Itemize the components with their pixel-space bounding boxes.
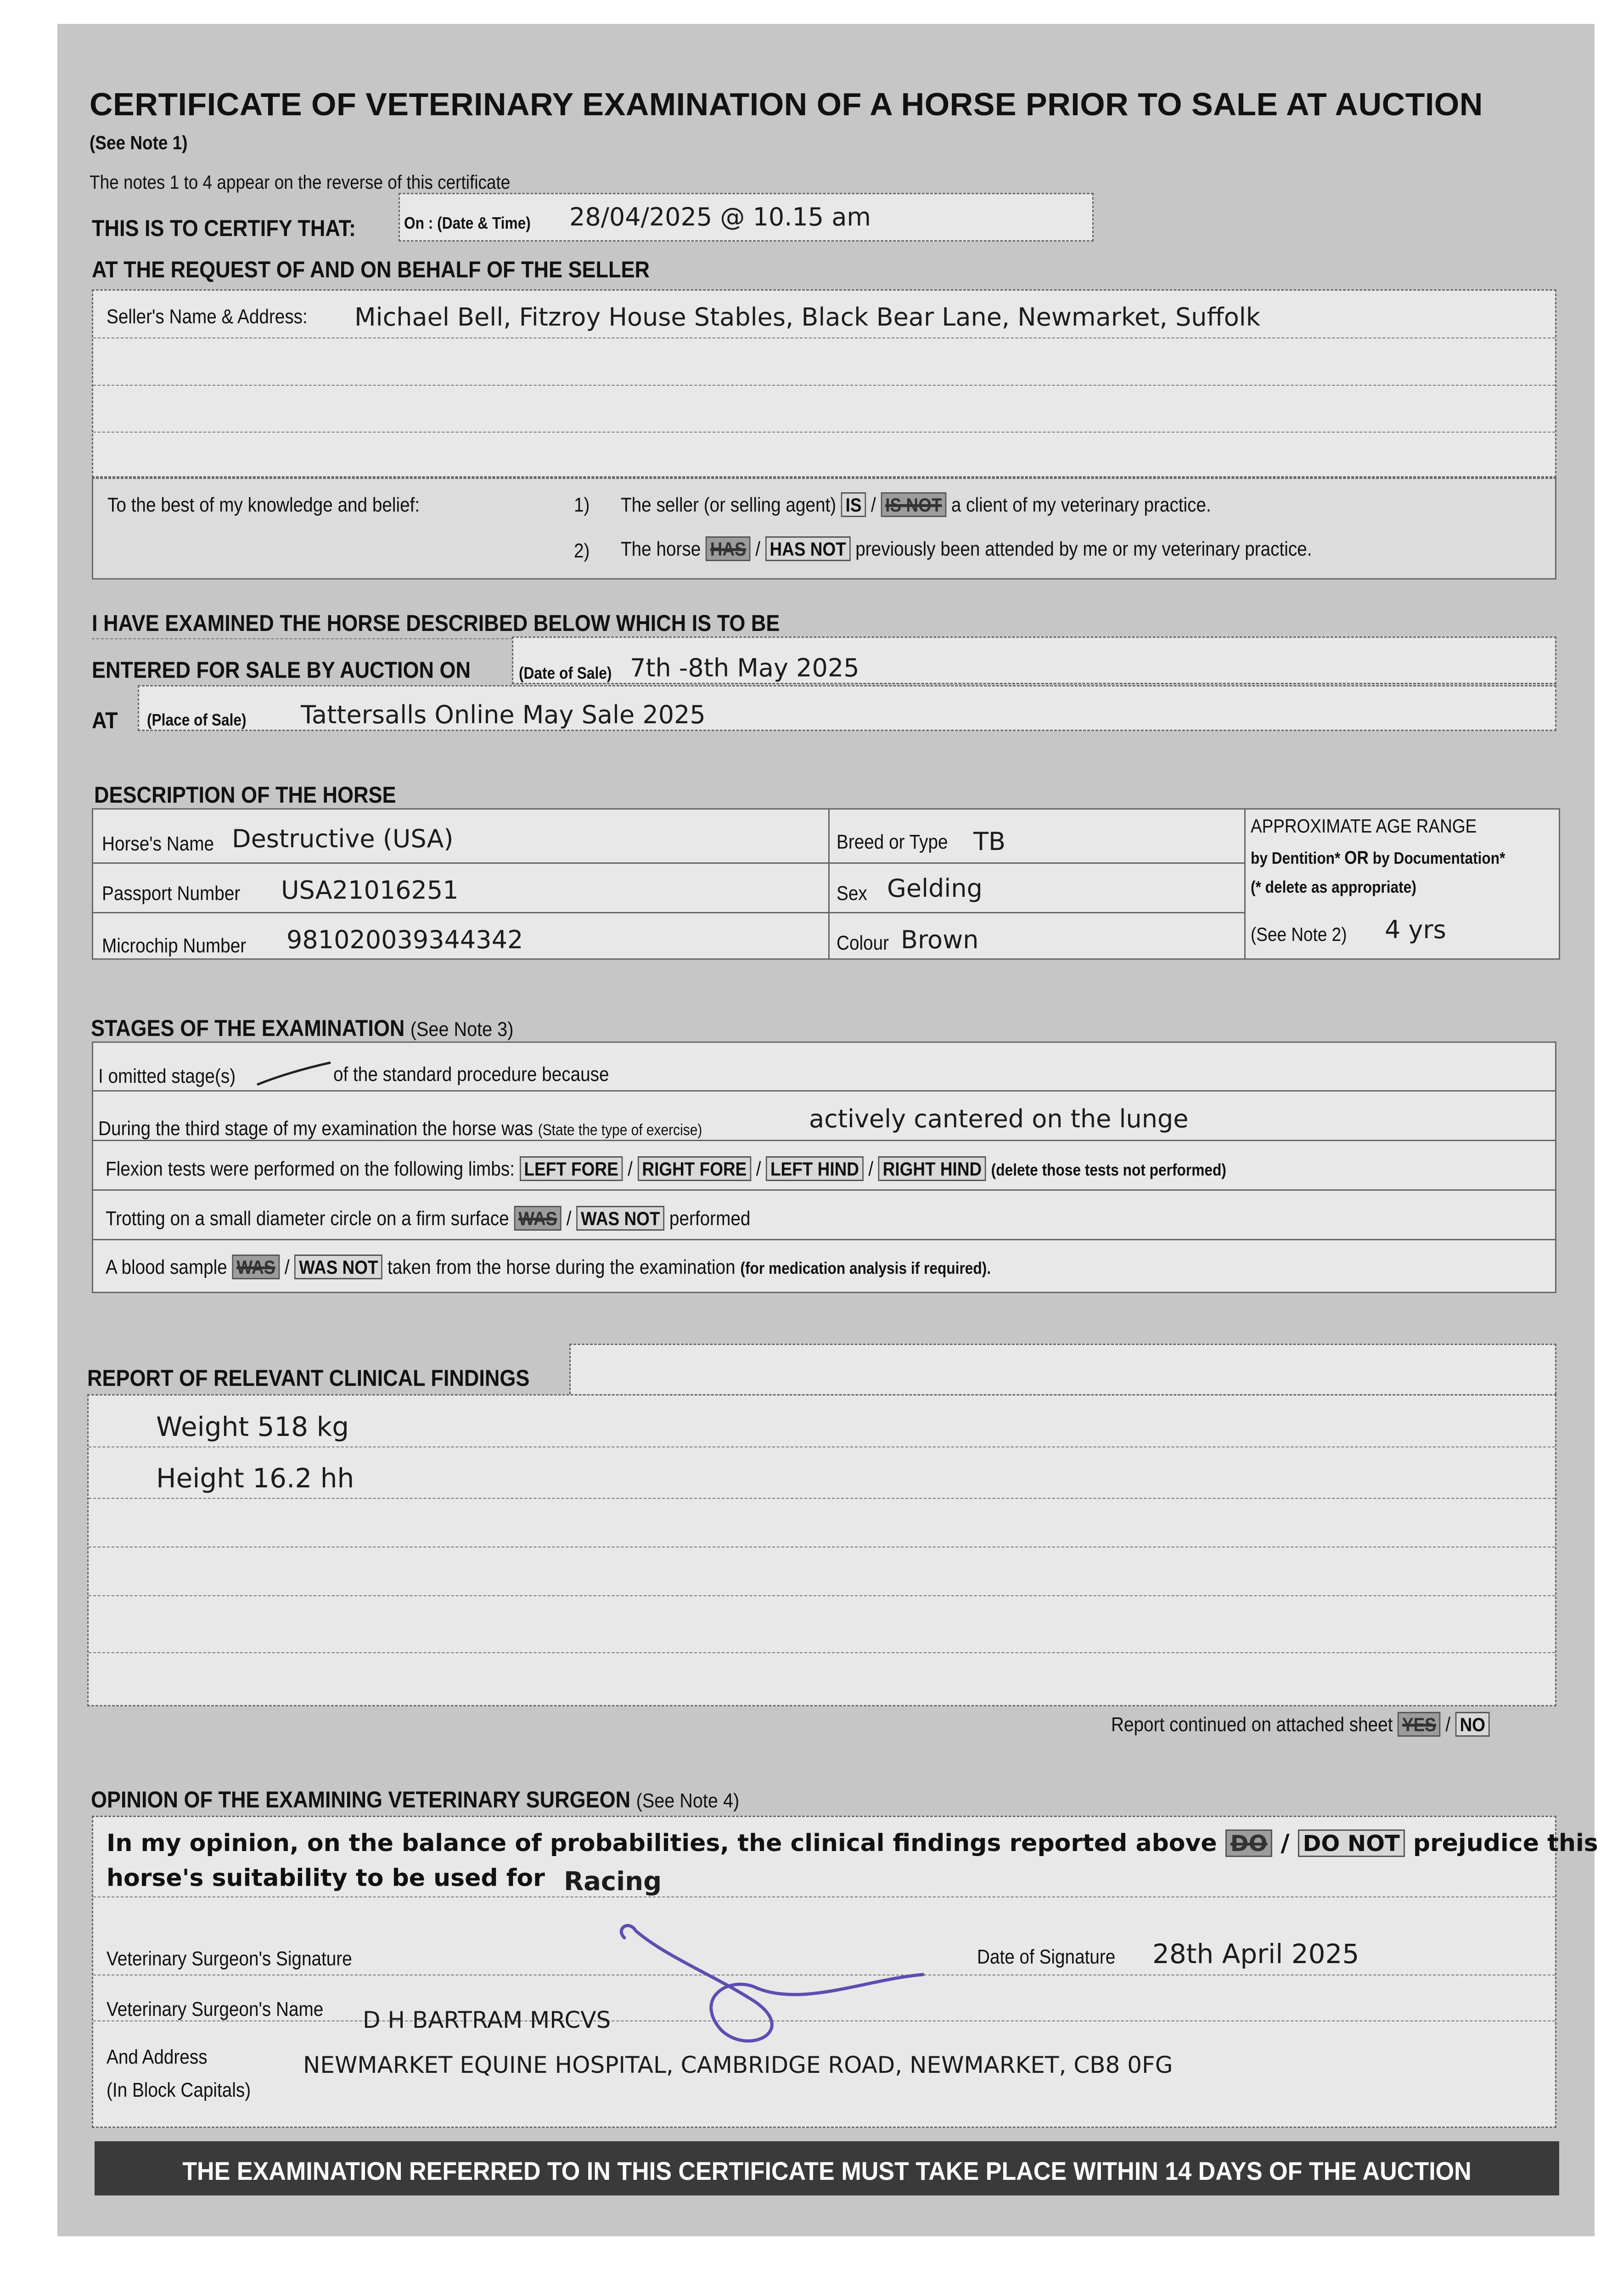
certify-label: THIS IS TO CERTIFY THAT: bbox=[92, 215, 356, 241]
vet-address-value: NEWMARKET EQUINE HOSPITAL, CAMBRIDGE ROAD, NEWMARKET, CB8 0FG bbox=[303, 2052, 1173, 2078]
third-stage-label: During the third stage of my examination the horse was bbox=[98, 1117, 533, 1140]
blood-small: (for medication analysis if required). bbox=[740, 1259, 991, 1277]
seller-label: Seller's Name & Address: bbox=[107, 305, 308, 328]
opinion-title: OPINION OF THE EXAMINING VETERINARY SURGEON bbox=[91, 1787, 631, 1812]
age-by-line bbox=[1251, 849, 1505, 867]
colour-label: Colour bbox=[837, 932, 889, 954]
entered-label: ENTERED FOR SALE BY AUCTION ON bbox=[92, 657, 471, 683]
blood-label: A blood sample bbox=[106, 1256, 227, 1278]
option-is[interactable]: IS bbox=[841, 492, 866, 517]
colour-value: Brown bbox=[901, 925, 979, 954]
horse-name-value: Destructive (USA) bbox=[232, 824, 454, 853]
opinion-line1-post: prejudice this bbox=[1413, 1829, 1598, 1857]
report-line-5 bbox=[89, 1652, 1555, 1653]
stages-note: (See Note 3) bbox=[410, 1018, 514, 1041]
signature-label: Veterinary Surgeon's Signature bbox=[107, 1947, 352, 1970]
knowledge-item1-sep: / bbox=[870, 494, 876, 516]
trotting-post: performed bbox=[669, 1207, 751, 1230]
notes-line: The notes 1 to 4 appear on the reverse of this certificate bbox=[90, 171, 511, 193]
sex-value: Gelding bbox=[887, 874, 983, 903]
flexion-right-hind[interactable]: RIGHT HIND bbox=[878, 1156, 986, 1181]
report-line-3 bbox=[89, 1547, 1555, 1548]
footer-text: THE EXAMINATION REFERRED TO IN THIS CERTIFICATE MUST TAKE PLACE WITHIN 14 DAYS OF THE AUCTION bbox=[182, 2156, 1471, 2185]
age-value: 4 yrs bbox=[1385, 915, 1446, 944]
age-heading: APPROXIMATE AGE RANGE bbox=[1251, 815, 1477, 837]
report-line-2 bbox=[89, 1498, 1555, 1499]
blood-post: taken from the horse during the examination bbox=[387, 1256, 736, 1278]
stages-line-3 bbox=[92, 1189, 1556, 1191]
trotting-row bbox=[106, 1206, 750, 1231]
flexion-sep-1: / bbox=[628, 1158, 633, 1180]
omitted-label: I omitted stage(s) bbox=[98, 1065, 236, 1087]
request-heading: AT THE REQUEST OF AND ON BEHALF OF THE SELLER bbox=[92, 257, 650, 282]
address-label-2: (In Block Capitals) bbox=[107, 2079, 251, 2101]
opinion-line-1 bbox=[93, 1896, 1555, 1897]
stages-title: STAGES OF THE EXAMINATION bbox=[91, 1015, 405, 1041]
report-continued-label: Report continued on attached sheet bbox=[1111, 1713, 1393, 1736]
opinion-do-struck[interactable]: DO bbox=[1225, 1829, 1273, 1857]
seller-value: Michael Bell, Fitzroy House Stables, Black Bear Lane, Newmarket, Suffolk bbox=[354, 303, 1261, 332]
sale-place-value: Tattersalls Online May Sale 2025 bbox=[301, 700, 706, 729]
report-continued-no[interactable]: NO bbox=[1455, 1712, 1490, 1737]
sale-date-label: (Date of Sale) bbox=[519, 664, 612, 682]
third-stage-small: (State the type of exercise) bbox=[538, 1121, 702, 1139]
breed-label: Breed or Type bbox=[837, 831, 948, 853]
flexion-right-fore[interactable]: RIGHT FORE bbox=[638, 1156, 751, 1181]
opinion-line1 bbox=[107, 1829, 1598, 1857]
description-divider-1 bbox=[828, 808, 830, 960]
age-or: OR bbox=[1344, 848, 1369, 868]
knowledge-label: To the best of my knowledge and belief: bbox=[107, 494, 420, 516]
blood-was-struck[interactable]: WAS bbox=[232, 1255, 280, 1279]
knowledge-item1 bbox=[621, 492, 1211, 517]
stages-line-2 bbox=[92, 1140, 1556, 1141]
report-continued bbox=[1111, 1712, 1490, 1737]
description-divider-2 bbox=[1244, 808, 1246, 960]
horse-name-label: Horse's Name bbox=[102, 833, 214, 855]
report-height: Height 16.2 hh bbox=[156, 1463, 354, 1494]
blood-was-not[interactable]: WAS NOT bbox=[294, 1255, 382, 1279]
report-weight: Weight 518 kg bbox=[156, 1411, 349, 1442]
omitted-post: of the standard procedure because bbox=[333, 1063, 609, 1086]
third-stage-value: actively cantered on the lunge bbox=[809, 1104, 1189, 1133]
address-label-1: And Address bbox=[107, 2046, 208, 2068]
vet-name-value: D H BARTRAM MRCVS bbox=[363, 2007, 611, 2033]
flexion-sep-3: / bbox=[868, 1158, 874, 1180]
sale-place-label: (Place of Sale) bbox=[147, 710, 247, 729]
flexion-row bbox=[106, 1156, 1226, 1181]
footer-bar bbox=[95, 2141, 1559, 2195]
examined-heading: I HAVE EXAMINED THE HORSE DESCRIBED BELOW WHICH IS TO BE bbox=[92, 610, 780, 636]
sale-at-label: AT bbox=[92, 708, 118, 733]
flexion-left-fore[interactable]: LEFT FORE bbox=[520, 1156, 623, 1181]
microchip-label: Microchip Number bbox=[102, 934, 247, 957]
flexion-left-hind[interactable]: LEFT HIND bbox=[766, 1156, 863, 1181]
flexion-sep-2: / bbox=[756, 1158, 761, 1180]
opinion-note: (See Note 4) bbox=[636, 1790, 740, 1812]
third-stage bbox=[98, 1119, 702, 1139]
description-row-line-1 bbox=[92, 862, 1244, 864]
vet-signature bbox=[611, 1919, 932, 2053]
certify-on-label: On : (Date & Time) bbox=[404, 214, 531, 232]
date-signature-label: Date of Signature bbox=[977, 1946, 1116, 1968]
date-signature-value: 28th April 2025 bbox=[1152, 1938, 1359, 1970]
age-by-dentition: by Dentition* bbox=[1251, 849, 1341, 867]
report-continued-yes-struck[interactable]: YES bbox=[1398, 1712, 1440, 1737]
trotting-sep: / bbox=[566, 1207, 572, 1230]
stages-line-4 bbox=[92, 1239, 1556, 1240]
age-by-documentation: by Documentation* bbox=[1372, 849, 1505, 867]
option-has-not[interactable]: HAS NOT bbox=[765, 536, 851, 561]
report-line-4 bbox=[89, 1595, 1555, 1596]
see-note-1: (See Note 1) bbox=[90, 132, 188, 153]
opinion-sep: / bbox=[1280, 1829, 1290, 1857]
opinion-line2-pre: horse's suitability to be used for bbox=[107, 1864, 545, 1892]
passport-value: USA21016251 bbox=[281, 876, 459, 905]
stages-heading bbox=[91, 1017, 513, 1040]
report-heading: REPORT OF RELEVANT CLINICAL FINDINGS bbox=[87, 1365, 530, 1391]
report-header-field bbox=[569, 1344, 1556, 1394]
trotting-label: Trotting on a small diameter circle on a firm surface bbox=[106, 1207, 509, 1230]
description-heading: DESCRIPTION OF THE HORSE bbox=[94, 782, 396, 808]
sale-date-value: 7th -8th May 2025 bbox=[630, 653, 859, 682]
trotting-was-struck[interactable]: WAS bbox=[514, 1206, 562, 1231]
knowledge-item2 bbox=[621, 536, 1312, 561]
age-delete-note: (* delete as appropriate) bbox=[1251, 878, 1416, 896]
seller-line-2 bbox=[93, 385, 1555, 386]
option-has-struck[interactable]: HAS bbox=[706, 536, 750, 561]
trotting-was-not[interactable]: WAS NOT bbox=[576, 1206, 664, 1231]
passport-label: Passport Number bbox=[102, 882, 241, 905]
sex-label: Sex bbox=[837, 882, 867, 905]
flexion-note: (delete those tests not performed) bbox=[991, 1160, 1226, 1179]
knowledge-item2-sep: / bbox=[755, 538, 761, 560]
knowledge-item1-num: 1) bbox=[574, 494, 590, 516]
opinion-use-value: Racing bbox=[564, 1867, 662, 1896]
knowledge-item1-post: a client of my veterinary practice. bbox=[951, 494, 1211, 516]
breed-value: TB bbox=[973, 827, 1006, 856]
knowledge-item2-pre: The horse bbox=[621, 538, 701, 560]
certificate-title: CERTIFICATE OF VETERINARY EXAMINATION OF A HORSE PRIOR TO SALE AT AUCTION bbox=[90, 86, 1483, 122]
omitted-stroke bbox=[255, 1061, 333, 1088]
option-is-not-struck[interactable]: IS NOT bbox=[881, 492, 947, 517]
opinion-heading bbox=[91, 1788, 739, 1811]
stages-line-1 bbox=[92, 1090, 1556, 1092]
blood-row bbox=[106, 1255, 991, 1279]
microchip-value: 981020039344342 bbox=[286, 925, 523, 954]
certify-date-value: 28/04/2025 @ 10.15 am bbox=[569, 203, 871, 231]
report-line-1 bbox=[89, 1446, 1555, 1447]
knowledge-item1-pre: The seller (or selling agent) bbox=[621, 494, 837, 516]
seller-line-3 bbox=[93, 432, 1555, 433]
opinion-line1-pre: In my opinion, on the balance of probabilities, the clinical findings reported above bbox=[107, 1829, 1217, 1857]
knowledge-item2-num: 2) bbox=[574, 540, 590, 562]
age-see-note: (See Note 2) bbox=[1251, 923, 1347, 945]
vet-name-label: Veterinary Surgeon's Name bbox=[107, 1998, 324, 2020]
flexion-label: Flexion tests were performed on the following limbs: bbox=[106, 1158, 515, 1180]
opinion-do-not[interactable]: DO NOT bbox=[1298, 1829, 1405, 1857]
blood-sep: / bbox=[284, 1256, 290, 1278]
knowledge-item2-post: previously been attended by me or my veterinary practice. bbox=[855, 538, 1312, 560]
report-continued-sep: / bbox=[1445, 1713, 1451, 1736]
description-row-line-2 bbox=[92, 912, 1244, 913]
